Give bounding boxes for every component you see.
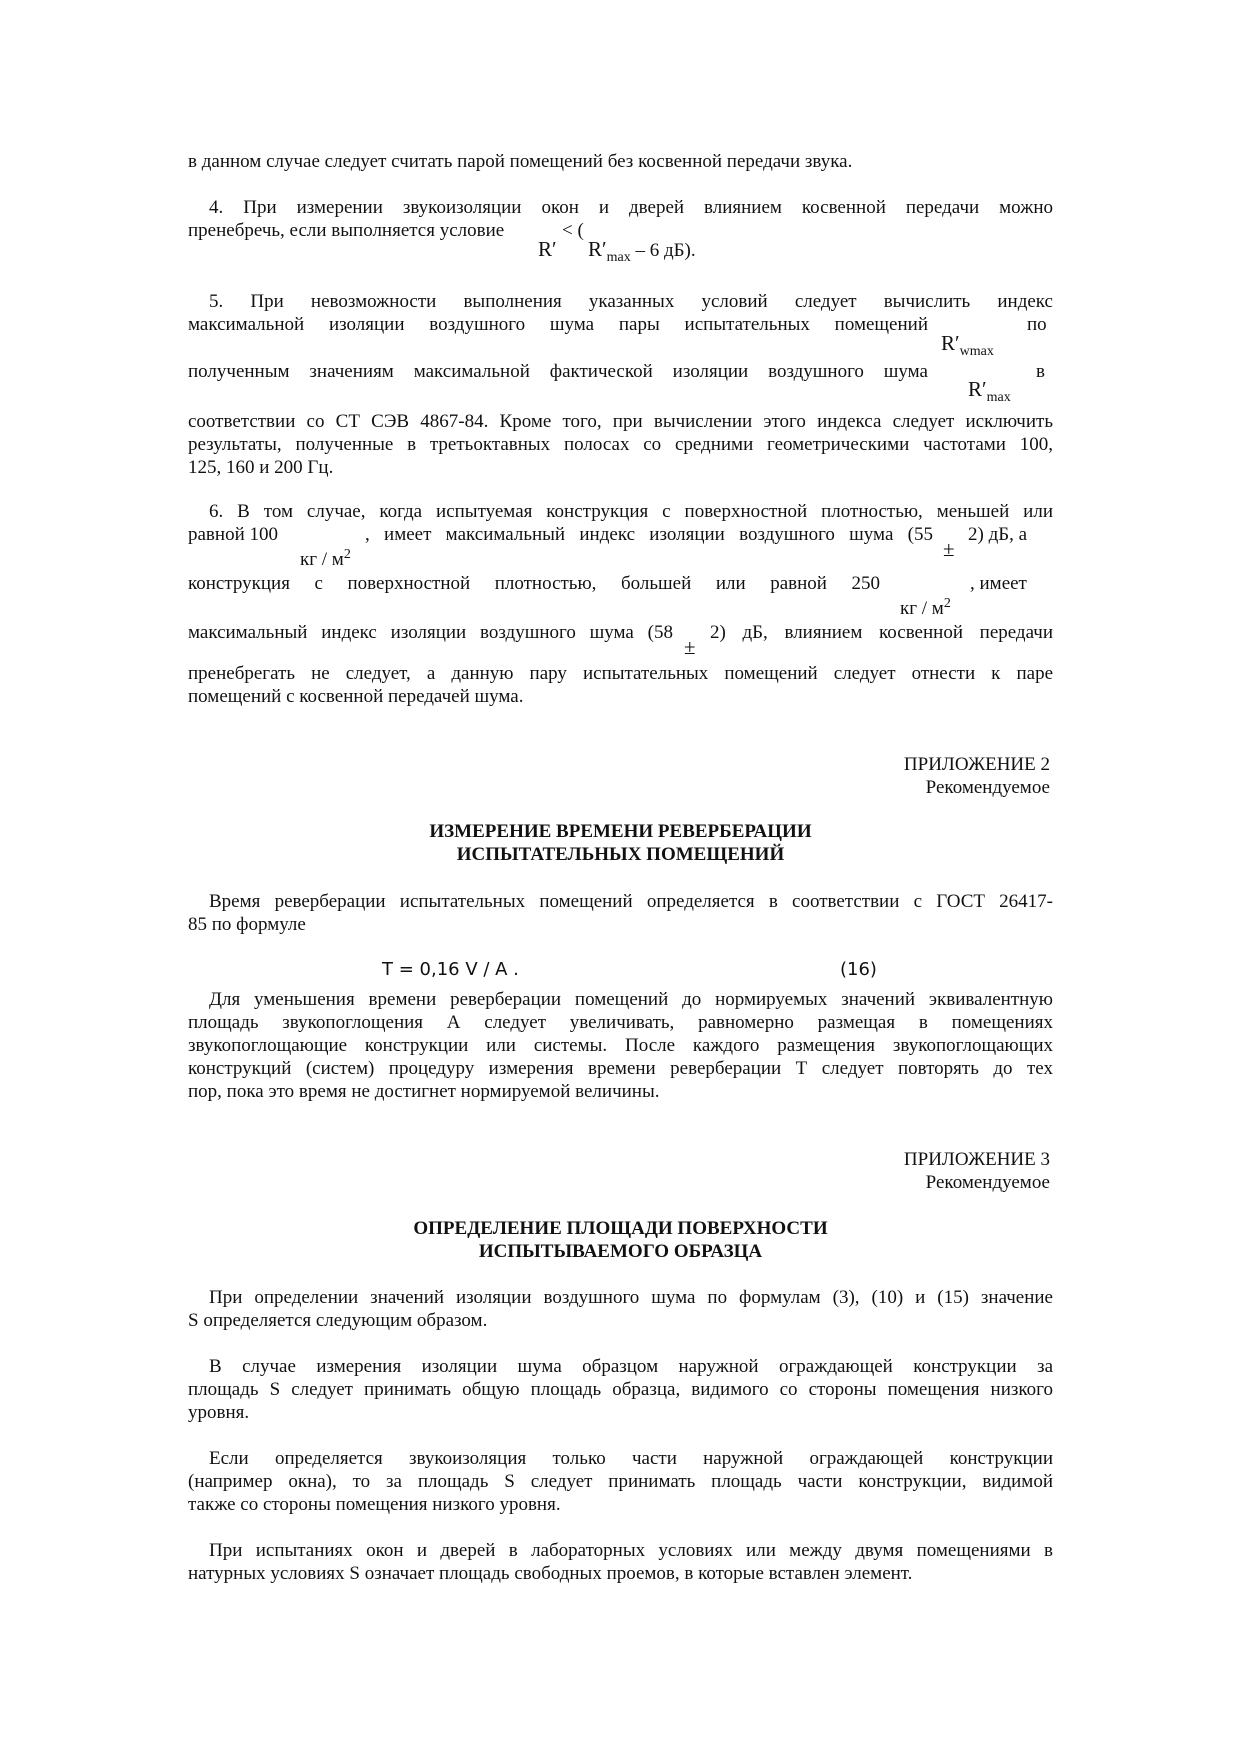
paragraph-4-line-2: пренебречь, если выполняется условие (188, 220, 505, 241)
superscript-2: 2 (943, 596, 951, 611)
paragraph-5-line-4: соответствии со СТ СЭВ 4867-84. Кроме того, при вычислении этого индекса следует исключить (188, 411, 1053, 432)
paragraph-6-line-4a: максимальный индекс изоляции воздушного шума (58 (188, 622, 673, 643)
appendix-3-text-line-4: площадь S следует принимать общую площадь образца, видимого со стороны помещения низкого (188, 1379, 1053, 1400)
appendix-3-text-line-10: натурных условиях S означает площадь свободных проемов, в которые вставлен элемент. (188, 1563, 913, 1584)
paragraph-6-line-3b: , имеет (970, 573, 1027, 594)
appendix-2-status: Рекомендуемое (925, 777, 1050, 798)
symbol-r-prime: R′ (538, 237, 557, 261)
appendix-3-label: ПРИЛОЖЕНИЕ 3 (903, 1149, 1050, 1170)
symbol-r-max (588, 238, 696, 264)
paragraph-6-line-4b: 2) дБ, влиянием косвенной передачи (710, 622, 1053, 643)
paragraph-5-line-2-end: по (1027, 314, 1047, 335)
appendix-2-title-line-1: ИЗМЕРЕНИЕ ВРЕМЕНИ РЕВЕРБЕРАЦИИ (429, 821, 812, 842)
subscript-max: max (986, 390, 1011, 405)
appendix-2-text-line-5: звукопоглощающие конструкции или системы. После каждого размещения звукопоглощающих (188, 1035, 1053, 1056)
appendix-2-text-line-6: конструкций (систем) процедуру измерения времени реверберации Т следует повторять до тех (188, 1058, 1053, 1079)
superscript-2: 2 (343, 547, 351, 562)
appendix-3-text-line-1: При определении значений изоляции воздушного шума по формулам (3), (10) и (15) значение (209, 1287, 1053, 1308)
appendix-3-text-line-6: Если определяется звукоизоляция только части наружной ограждающей конструкции (209, 1448, 1053, 1469)
appendix-2-text-line-4: площадь звукопоглощения А следует увеличивать, равномерно размещая в помещениях (188, 1012, 1053, 1033)
appendix-3-status: Рекомендуемое (925, 1172, 1050, 1193)
paragraph-6-line-2a: равной 100 (188, 524, 278, 545)
symbol-r-max-2 (968, 378, 1011, 404)
symbol-r-wmax (941, 332, 994, 358)
paragraph-6-line-1: 6. В том случае, когда испытуемая конструкция с поверхностной плотностью, меньшей или (209, 501, 1053, 522)
symbol-r-prime: R′ (968, 377, 987, 401)
plus-minus-sign: ± (943, 537, 955, 561)
appendix-2-title-line-2: ИСПЫТАТЕЛЬНЫХ ПОМЕЩЕНИЙ (456, 844, 785, 865)
unit-kg-m2 (300, 548, 351, 573)
paragraph-5-line-3: полученным значениям максимальной фактической изоляции воздушного шума (188, 361, 928, 382)
paragraph-line: в данном случае следует считать парой помещений без косвенной передачи звука. (188, 151, 853, 172)
appendix-2-label: ПРИЛОЖЕНИЕ 2 (903, 754, 1050, 775)
paragraph-5-line-1: 5. При невозможности выполнения указанных условий следует вычислить индекс (209, 291, 1053, 312)
paragraph-6-line-5: пренебрегать не следует, а данную пару испытательных помещений следует отнести к паре (188, 663, 1053, 684)
appendix-2-text-line-2: 85 по формуле (188, 914, 306, 935)
condition-tail: – 6 дБ). (635, 240, 696, 261)
paragraph-5-line-2: максимальной изоляции воздушного шума пары испытательных помещений (188, 314, 928, 335)
paragraph-5-line-6: 125, 160 и 200 Гц. (188, 457, 334, 478)
appendix-3-text-line-9: При испытаниях окон и дверей в лабораторных условиях или между двумя помещениями в (209, 1540, 1053, 1561)
symbol-r-prime: R′ (941, 331, 960, 355)
appendix-3-text-line-7: (например окна), то за площадь S следует принимать площадь части конструкции, видимой (188, 1471, 1053, 1492)
paragraph-4-line-1: 4. При измерении звукоизоляции окон и дверей влиянием косвенной передачи можно (209, 197, 1053, 218)
plus-minus-sign: ± (684, 635, 696, 659)
appendix-3-text-line-5: уровня. (188, 1402, 250, 1423)
paragraph-5-line-5: результаты, полученные в третьоктавных полосах со средними геометрическими частотами 100, (188, 434, 1053, 455)
paragraph-6-line-2b: , имеет максимальный индекс изоляции воздушного шума (55 (365, 524, 933, 545)
paragraph-6-line-6: помещений с косвенной передачей шума. (188, 686, 524, 707)
subscript-wmax: wmax (959, 344, 994, 359)
subscript-max: max (606, 250, 631, 265)
paragraph-6-line-2c: 2) дБ, а (968, 524, 1028, 545)
appendix-3-text-line-8: также со стороны помещения низкого уровня. (188, 1494, 561, 1515)
unit-text: кг / м (900, 598, 944, 619)
paragraph-5-line-3-end: в (1036, 361, 1045, 382)
condition-lt: < ( (562, 220, 584, 241)
appendix-3-text-line-2: S определяется следующим образом. (188, 1310, 488, 1331)
symbol-r-prime-max: R′ (588, 237, 607, 261)
appendix-2-text-line-1: Время реверберации испытательных помещений определяется в соответствии с ГОСТ 26417- (209, 891, 1053, 912)
appendix-2-text-line-3: Для уменьшения времени реверберации помещений до нормируемых значений эквивалентную (209, 989, 1053, 1010)
unit-text: кг / м (300, 549, 344, 570)
appendix-3-text-line-3: В случае измерения изоляции шума образцом наружной ограждающей конструкции за (209, 1356, 1053, 1377)
formula-number: (16) (840, 959, 877, 980)
paragraph-6-line-3a: конструкция с поверхностной плотностью, большей или равной 250 (188, 573, 880, 594)
appendix-2-text-line-7: пор, пока это время не достигнет нормируемой величины. (188, 1081, 660, 1102)
appendix-3-title-line-2: ИСПЫТЫВАЕМОГО ОБРАЗЦА (478, 1241, 763, 1262)
reverberation-formula: T = 0,16 V / A . (382, 959, 519, 980)
appendix-3-title-line-1: ОПРЕДЕЛЕНИЕ ПЛОЩАДИ ПОВЕРХНОСТИ (413, 1218, 828, 1239)
unit-kg-m2-2 (900, 597, 951, 622)
